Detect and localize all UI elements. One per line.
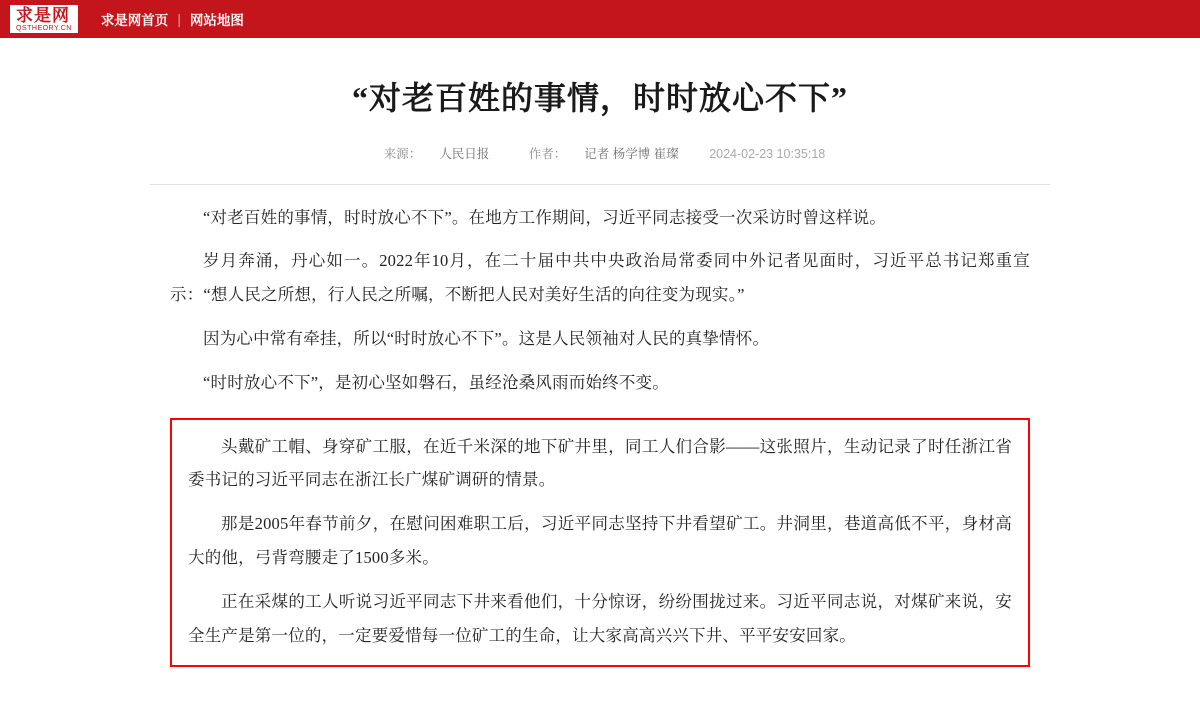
article-meta <box>150 144 1050 162</box>
meta-publish-date: 2024-02-23 10:35:18 <box>709 146 826 161</box>
article-paragraph: 那是2005年春节前夕，在慰问困难职工后，习近平同志坚持下井看望矿工。井洞里，巷道高低不平，身材高大的他，弓背弯腰走了1500多米。 <box>188 514 1012 568</box>
article-paragraph: “对老百姓的事情，时时放心不下”。在地方工作期间，习近平同志接受一次采访时曾这样说。 <box>203 207 887 227</box>
meta-source-value: 人民日报 <box>439 146 490 161</box>
nav-item-sitemap[interactable]: 网站地图 <box>189 13 244 28</box>
article-paragraph: 岁月奔涌，丹心如一。2022年10月，在二十届中共中央政治局常委同中外记者见面时，习近平总书记郑重宣示：“想人民之所想，行人民之所嘱，不断把人民对美好生活的向往变为现实。” <box>170 251 1030 305</box>
meta-author <box>520 147 688 161</box>
article-paragraph: “时时放心不下”，是初心坚如磐石，虽经沧桑风雨而始终不变。 <box>203 372 669 392</box>
site-header <box>0 0 1200 38</box>
meta-author-value: 记者 杨学博 崔璨 <box>584 146 679 161</box>
nav-item-home[interactable]: 求是网首页 <box>100 13 169 28</box>
meta-author-label: 作者： <box>528 146 567 161</box>
article-body <box>170 185 1030 667</box>
site-logo-subtext: QSTHEORY.CN <box>16 25 72 32</box>
article-paragraph: 因为心中常有牵挂，所以“时时放心不下”。这是人民领袖对人民的真挚情怀。 <box>203 329 770 349</box>
site-logo[interactable] <box>10 5 78 33</box>
top-navigation <box>92 9 253 29</box>
page-body <box>0 38 1200 667</box>
page-title: “对老百姓的事情，时时放心不下” <box>351 80 848 116</box>
article-paragraph: 正在采煤的工人听说习近平同志下井来看他们，十分惊讶，纷纷围拢过来。习近平同志说，对煤矿来说，安全生产是第一位的，一定要爱惜每一位矿工的生命，让大家高高兴兴下井、平平安安回家。 <box>188 591 1012 645</box>
meta-source-label: 来源： <box>383 146 422 161</box>
nav-separator: | <box>177 11 181 27</box>
site-logo-text: 求是网 <box>16 6 70 25</box>
meta-source <box>375 147 499 161</box>
highlighted-text-selection[interactable] <box>170 418 1030 667</box>
article-paragraph: 头戴矿工帽、身穿矿工服，在近千米深的地下矿井里，同工人们合影——这张照片，生动记录了时任浙江省委书记的习近平同志在浙江长广煤矿调研的情景。 <box>188 436 1012 490</box>
article-container <box>150 38 1050 667</box>
